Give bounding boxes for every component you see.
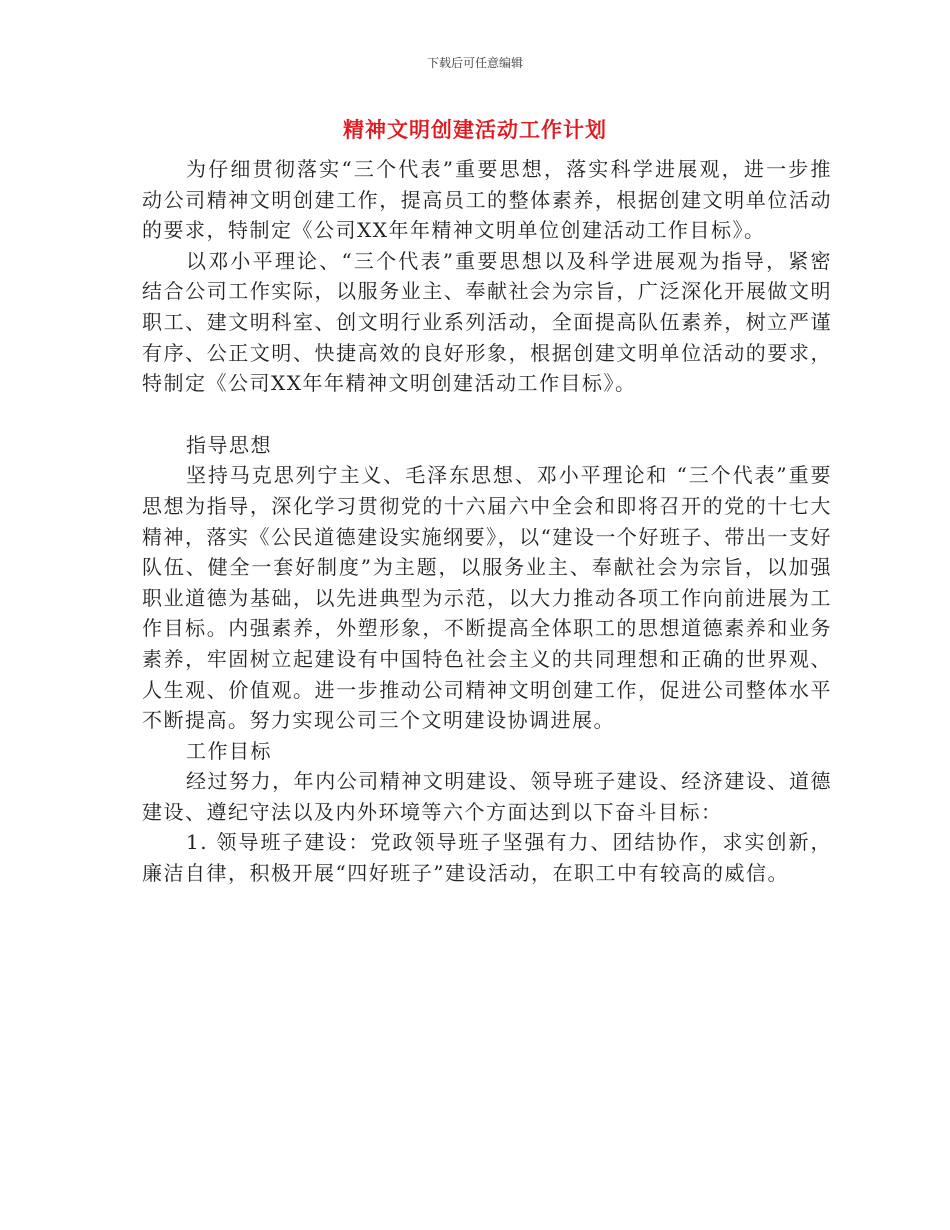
- header-note: 下载后可任意编辑: [426, 56, 523, 70]
- section-heading-work-goals: 工作目标: [186, 738, 272, 763]
- paragraph-guiding-thought: 坚持马克思列宁主义、毛泽东思想、邓小平理论和 “三个代表”重要思想为指导，深化学习贯彻党的十六届六中全会和即将召开的党的十七大精神，落实《公民道德建设实施纲要》，以“建设一个好班子、带出一支好队伍、健全一套好制度”为主题，以服务业主、奉献社会为宗旨，以加强职业道德为基础，以先进典型为示范，以大力推动各项工作向前进展为工作目标。内强素养，外塑形象，不断提高全体职工的思想道德素养和业务素养，牢固树立起建设有中国特色社会主义的共同理想和正确的世界观、人生观、价值观。进一步推动公司精神文明创建工作，促进公司整体水平不断提高。努力实现公司三个文明建设协调进展。: [142, 463, 832, 733]
- document-body: [142, 154, 832, 889]
- paragraph-work-goals: 经过努力，年内公司精神文明建设、领导班子建设、经济建设、道德建设、遵纪守法以及内外环境等六个方面达到以下奋斗目标：: [142, 769, 832, 824]
- section-heading-guiding-thought: 指导思想: [186, 432, 272, 457]
- paragraph-goal-1: 1. 领导班子建设：党政领导班子坚强有力、团结协作，求实创新，廉洁自律，积极开展“四好班子”建设活动，在职工中有较高的威信。: [142, 830, 832, 886]
- paragraph-intro: 为仔细贯彻落实“三个代表”重要思想，落实科学进展观，进一步推动公司精神文明创建工作，提高员工的整体素养，根据创建文明单位活动的要求，特制定《公司XX年年精神文明单位创建活动工作目标》。: [142, 157, 832, 243]
- document-title: 精神文明创建活动工作计划: [343, 118, 607, 142]
- paragraph-guidance-summary: 以邓小平理论、“三个代表”重要思想以及科学进展观为指导，紧密结合公司工作实际，以服务业主、奉献社会为宗旨，广泛深化开展做文明职工、建文明科室、创文明行业系列活动，全面提高队伍素养，树立严谨有序、公正文明、快捷高效的良好形象，根据创建文明单位活动的要求，特制定《公司XX年年精神文明创建活动工作目标》。: [142, 248, 832, 396]
